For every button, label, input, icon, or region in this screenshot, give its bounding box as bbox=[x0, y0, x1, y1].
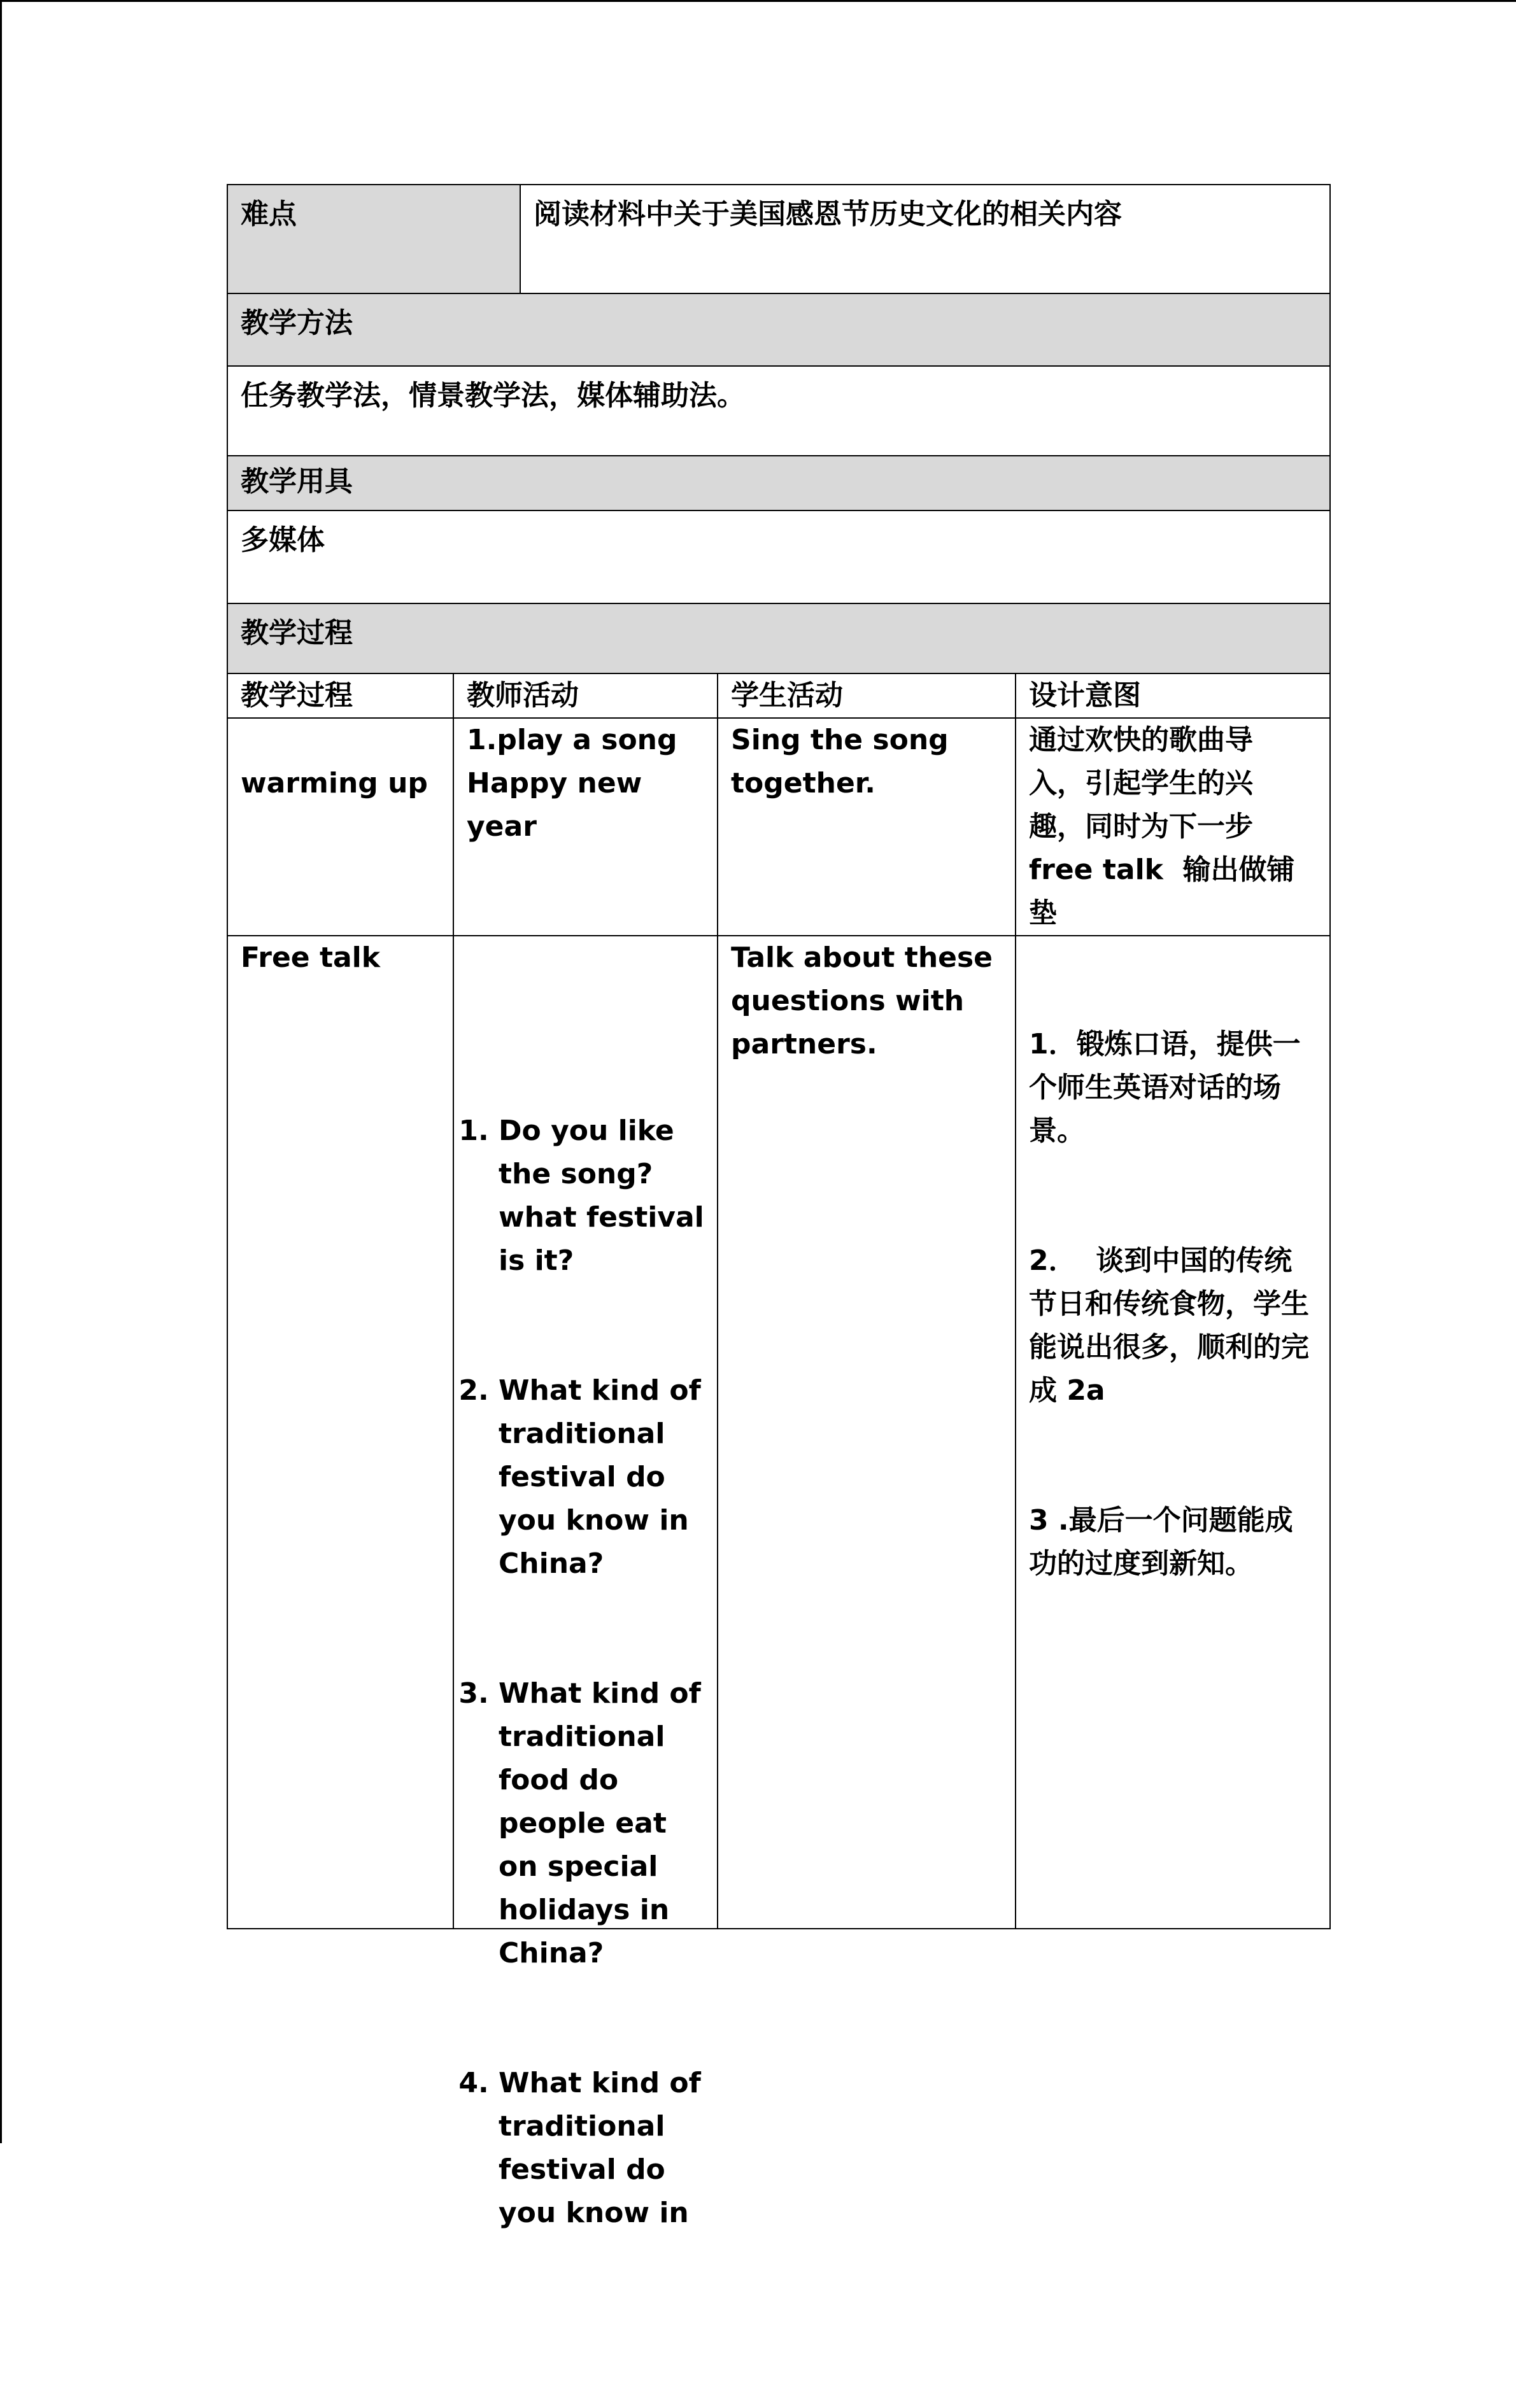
teacher-activity-cell: 1.play a song Happy new year bbox=[454, 719, 718, 935]
intent-line: 3 .最后一个问题能成功的过度到新知。 bbox=[1029, 1504, 1293, 1580]
teacher-question-list bbox=[454, 1023, 714, 2321]
student-activity-cell: Sing the song together. bbox=[718, 719, 1016, 935]
methods-heading: 教学方法 bbox=[241, 307, 353, 339]
difficulty-label: 难点 bbox=[228, 185, 521, 293]
stage-cell: warming up bbox=[228, 719, 454, 935]
column-header-student: 学生活动 bbox=[718, 674, 1016, 717]
page-edge-left bbox=[0, 0, 2, 2143]
tools-content: 多媒体 bbox=[241, 524, 325, 556]
methods-content: 任务教学法，情景教学法，媒体辅助法。 bbox=[241, 379, 745, 412]
list-item: 3. What kind of traditional food do people eat on special holidays in China? bbox=[499, 1672, 711, 1975]
student-activity-cell: Talk about these questions with partners. bbox=[718, 936, 1016, 1928]
tools-heading: 教学用具 bbox=[241, 465, 353, 498]
teacher-activity-cell bbox=[454, 936, 718, 2229]
process-heading-row bbox=[228, 604, 1329, 674]
table-row-warming-up bbox=[228, 719, 1329, 936]
tools-content-row bbox=[228, 511, 1329, 604]
stage-cell: Free talk bbox=[228, 936, 454, 1928]
methods-content-row bbox=[228, 367, 1329, 456]
list-item: 1. Do you like the song? what festival is it? bbox=[499, 1109, 711, 1283]
design-intent-cell: 通过欢快的歌曲导入，引起学生的兴趣，同时为下一步free talk 输出做铺垫 bbox=[1029, 724, 1295, 929]
column-header-stage: 教学过程 bbox=[228, 674, 454, 717]
process-column-header-row bbox=[228, 674, 1329, 719]
tools-heading-row bbox=[228, 456, 1329, 511]
difficulty-content: 阅读材料中关于美国感恩节历史文化的相关内容 bbox=[534, 198, 1122, 230]
methods-heading-row bbox=[228, 294, 1329, 367]
difficulty-row bbox=[228, 185, 1329, 294]
list-item: 4. What kind of traditional festival do you know in bbox=[499, 2062, 711, 2235]
list-item: 2. What kind of traditional festival do you know in China? bbox=[499, 1369, 711, 1586]
lesson-plan-table bbox=[227, 184, 1331, 2229]
intent-line: 1．锻炼口语，提供一个师生英语对话的场景。 bbox=[1029, 1028, 1301, 1147]
column-header-teacher: 教师活动 bbox=[454, 674, 718, 717]
design-intent-cell bbox=[1016, 936, 1329, 1928]
process-heading: 教学过程 bbox=[241, 617, 353, 649]
column-header-intent: 设计意图 bbox=[1029, 679, 1141, 712]
page-edge-top bbox=[0, 0, 1516, 2]
intent-line: 2． 谈到中国的传统节日和传统食物，学生能说出很多，顺利的完成 2a bbox=[1029, 1244, 1309, 1407]
table-row-free-talk bbox=[228, 936, 1329, 2229]
